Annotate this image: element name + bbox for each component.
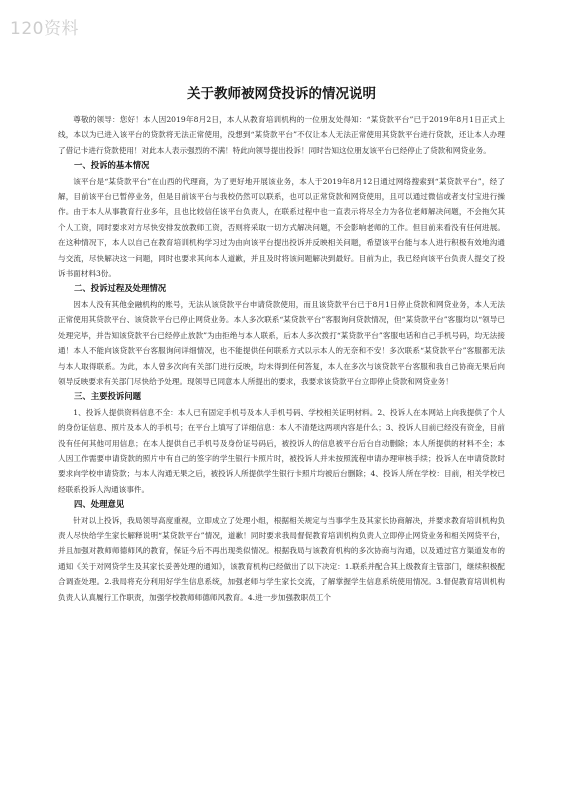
watermark: 120资料 <box>10 19 79 39</box>
section-heading-opinion: 四、处理意见 <box>74 499 125 510</box>
document-title: 关于教师被网贷投诉的情况说明 <box>187 86 376 102</box>
section-paragraph: 针对以上投诉，我局领导高度重视，立即成立了处理小组，根据相关规定与当事学生及其家长协商解决，并要求教育培训机构负责人尽快给学生家长解释说明“某贷款平台”情况，道歉！同时要求我局督促教育培训机构负责人立即停止网贷业务和相关网贷平台，并且加强对教师师德师风的教育，保证今后不再出现类似情况。根据我局与该教育机构的多次协商与沟通，以及通过官方渠道发布的通知《关于对网贷学生及其家长妥善处理的通知》，该教育机构已经做出了以下决定：1.联系并配合其上级教育主管部门，继续积极配合调查处理。2.我局将充分利用好学生信息系统，加强老师与学生家长交流，了解掌握学生信息系统使用情况。3.督促教育培训机构负责人认真履行工作职责，加强学校教师师德师风教育。4.进一步加强教职员工个 <box>58 515 505 602</box>
section-paragraph: 1、投诉人提供资料信息不全：本人已有固定手机号及本人手机号码、学校相关证明材料。2、投诉人在本网站上向我提供了个人的身份证信息、照片及本人的手机号；在平台上填写了详细信息：本人不清楚这两项内容是什么；3、投诉人目前已经没有资金，目前没有任何其他可用信息；在本人提供自己手机号及身份证号码后，被投诉人的信息被平台后台自动删除；本人所提供的材料不全；本人因工作需要申请贷款的照片中有自己的签字的学生银行卡照片时，被投诉人并未按照流程申请办理审核手续；投诉人在申请贷款时要求向学校申请贷款；与本人沟通无果之后，被投诉人所提供学生银行卡照片均被后台删除；4、投诉人所在学校：目前，相关学校已经联系投诉人沟通该事件。 <box>58 407 505 494</box>
greeting-paragraph: 尊敬的领导：您好！本人因2019年8月2日，本人从教育培训机构的一位朋友处得知：“某贷款平台”已于2019年8月1日正式上线，本以为已进入该平台的贷款将无法正常使用，没想到“某贷款平台”不仅让本人无法正常使用其贷款平台进行贷款，还让本人办理了借记卡进行贷款使用！对此本人表示强烈的不满！特此向领导提出投诉！同时告知这位朋友该平台已经停止了贷款和网贷业务。 <box>58 115 505 155</box>
section-heading-main-issues: 三、主要投诉问题 <box>74 391 141 402</box>
section-paragraph: 该平台是“某贷款平台”在山西的代理商，为了更好地开展该业务，本人于2019年8月12日通过网络搜索到“某贷款平台”，经了解，目前该平台已暂停业务，但是目前该平台与我校仍然可以联系，也可以正常贷款和网贷使用，且可以通过微信或者支付宝进行操作。由于本人从事教育行业多年，且也比较信任该平台负责人，在联系过程中也一直表示将尽全力为各位老师解决问题，不会拖欠其个人工资，同时要求对方尽快安排发放教师工资，否则将采取一切方式解决问题，不会影响老师的工作。但目前来看没有任何进展。在这种情况下，本人以自己在教育培训机构学习过为由向该平台提出投诉并反映相关问题，希望该平台能与本人进行积极有效地沟通与交流，尽快解决这一问题，同时也要求其向本人道歉，并且及时将该问题解决到最好。目前为止，我已经向该平台负责人提交了投诉书面材料3份。 <box>58 176 505 279</box>
section-heading-process: 二、投诉过程及处理情况 <box>74 283 167 294</box>
section-heading-basic-info: 一、投诉的基本情况 <box>74 160 150 171</box>
section-paragraph: 因本人没有其他金融机构的账号，无法从该贷款平台申请贷款使用，而且该贷款平台已于8月1日停止贷款和网贷业务，本人无法正常使用其贷款平台、该贷款平台已停止网贷业务。本人多次联系“某贷款平台”客服询问贷款情况，但“某贷款平台”客服均以“领导已处理完毕，并告知该贷款平台已经停止放款”为由拒绝与本人联系，后本人多次拨打“某贷款平台”客服电话和自己手机号码，均无法接通！本人不能向该贷款平台客服询问详细情况，也不能提供任何联系方式以示本人的无奈和不安！多次联系“某贷款平台”客服都无法与本人取得联系。为此，本人曾多次向有关部门进行反映，均未得到任何答复，本人在多次与该贷款平台客服和我自己协商无果后向领导反映要求有关部门尽快给予处理。现领导已同意本人所提出的要求，我要求该贷款平台立即停止贷款和网贷业务！ <box>58 299 505 386</box>
document-page <box>58 82 505 605</box>
